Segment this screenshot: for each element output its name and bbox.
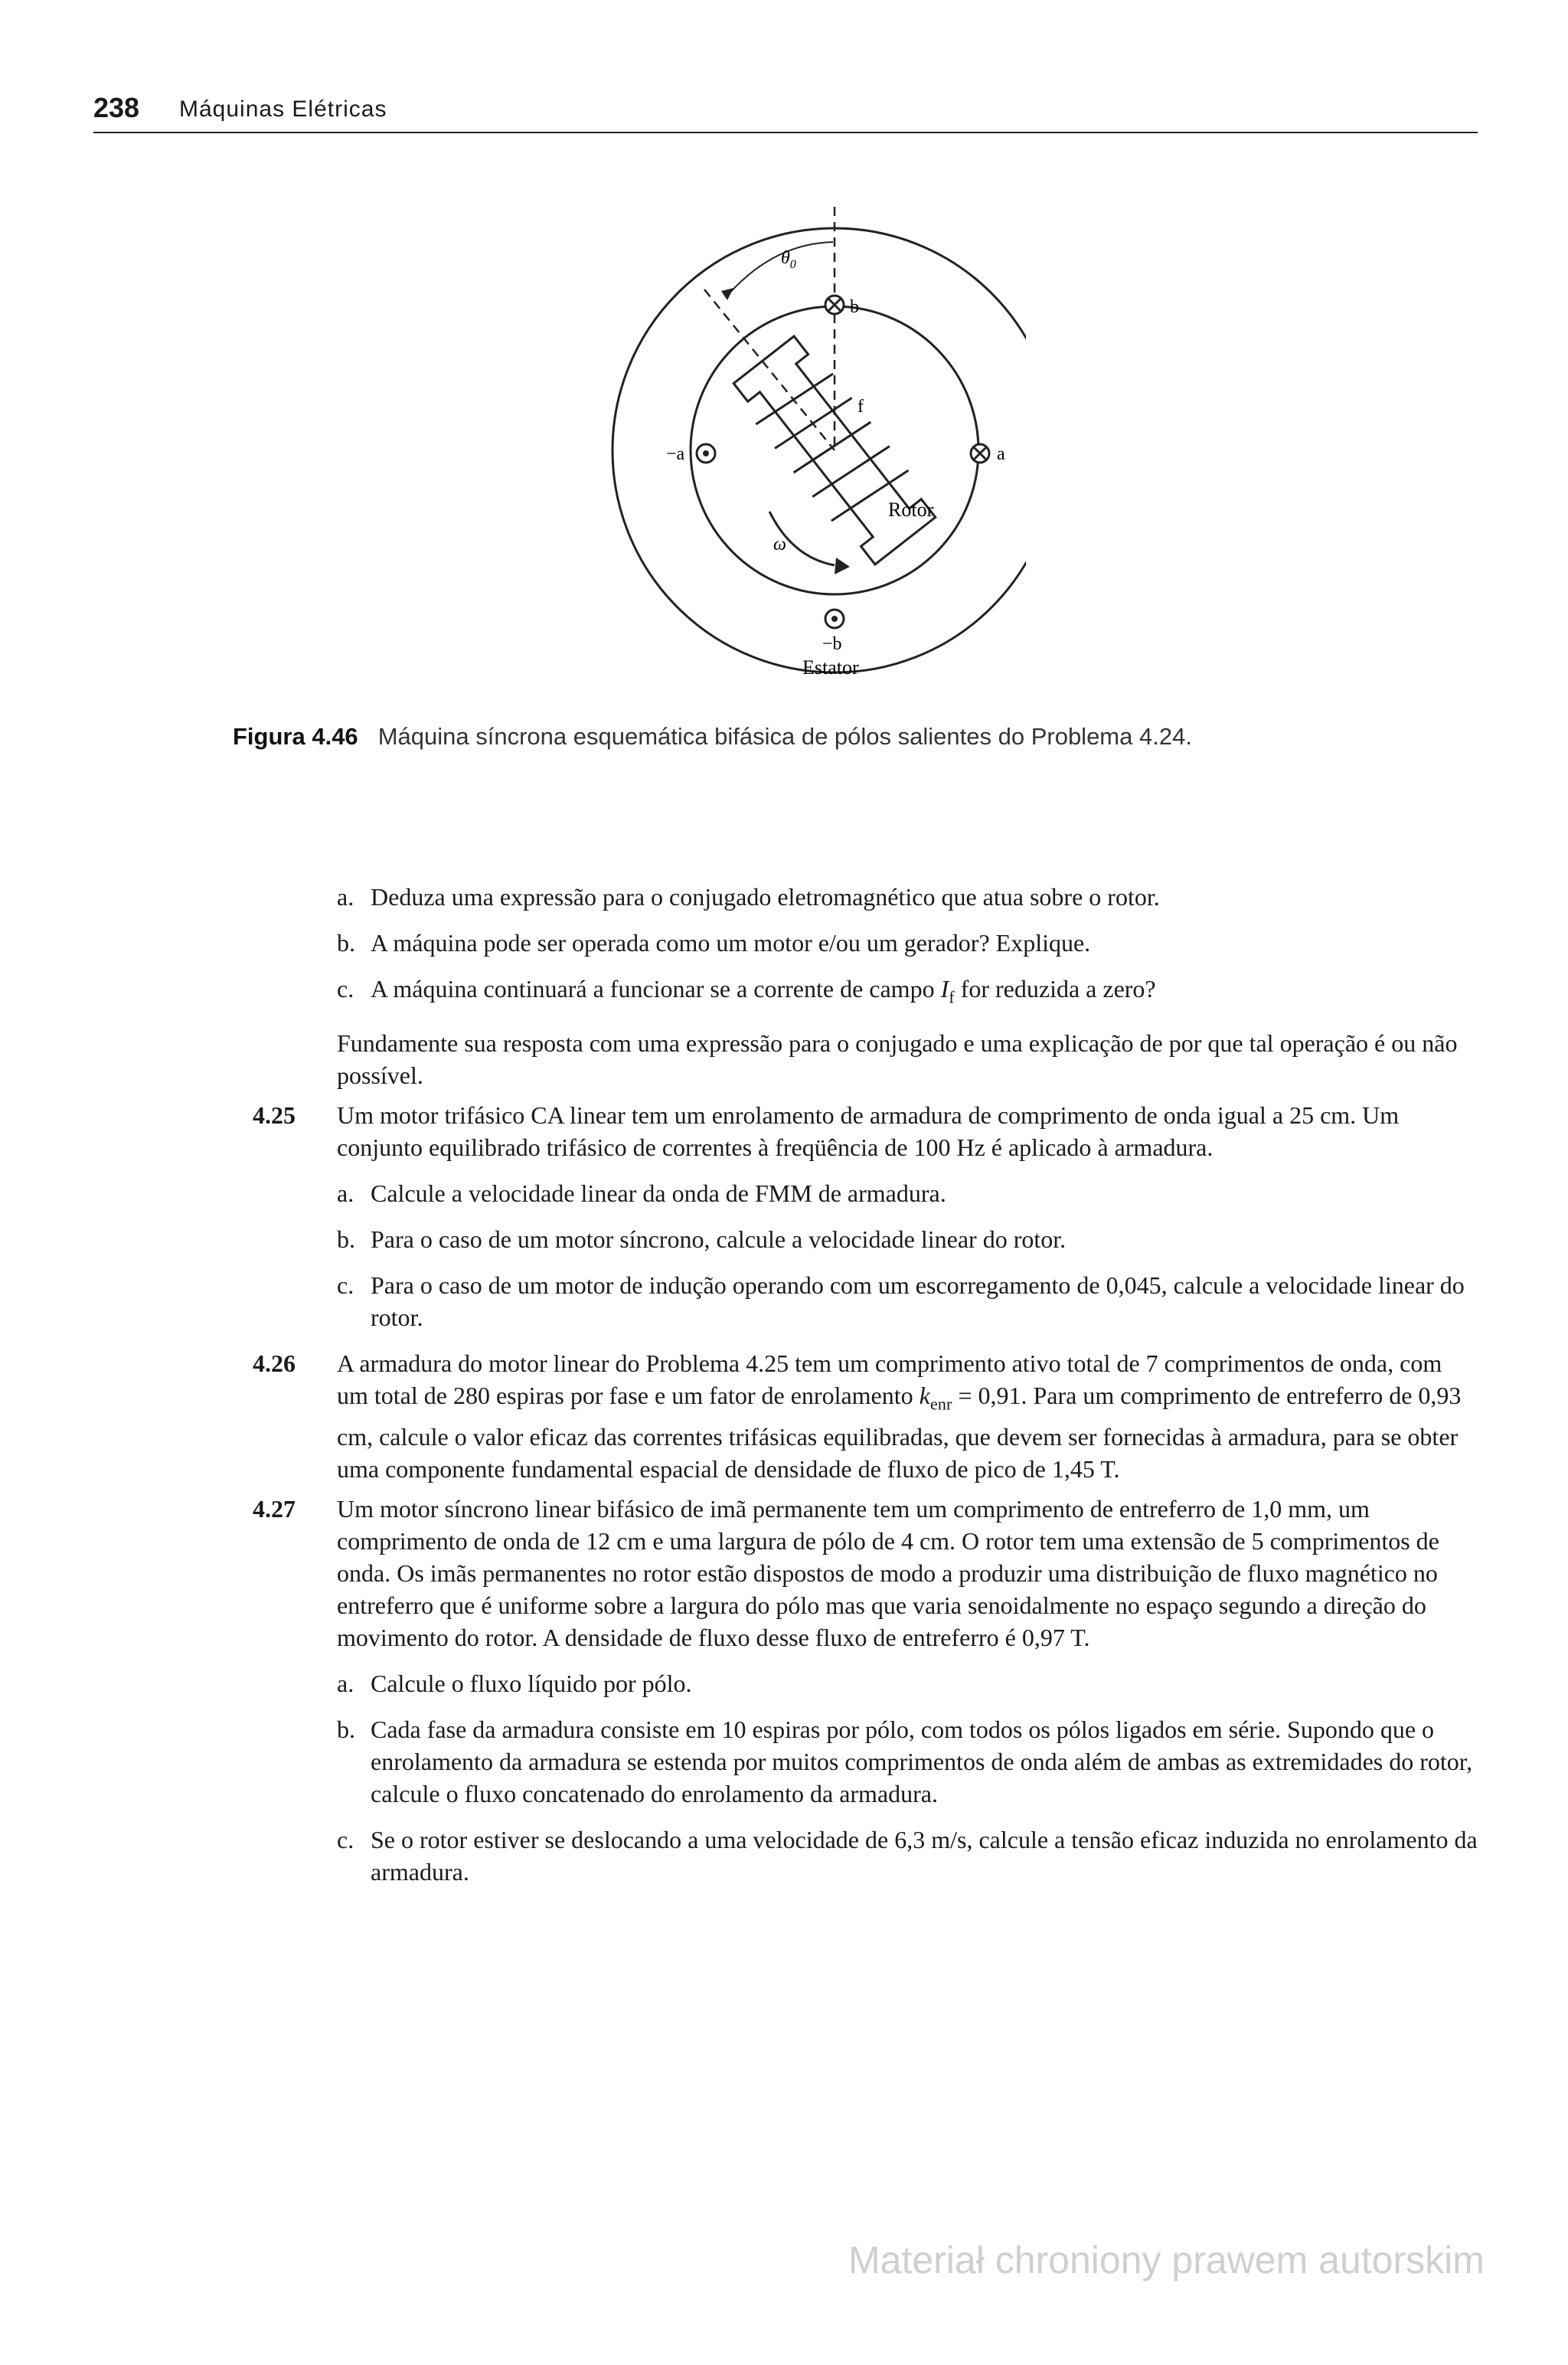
minus-b-label: −b: [822, 634, 842, 654]
omega-label: ω: [773, 535, 786, 554]
rotor-label: Rotor: [888, 499, 934, 521]
caption-text: Máquina síncrona esquemática bifásica de pólos salientes do Problema 4.24.: [377, 723, 1192, 750]
p424-c-continuation: Fundamente sua resposta com uma expressão para o conjugado e uma explicação de por que tal operação é ou não possível.: [337, 1029, 1458, 1090]
figure-caption: [233, 723, 1534, 751]
rotation-arrowhead: [835, 558, 850, 574]
p427-item-c: c. Se o rotor estiver se deslocando a uma velocidade de 6,3 m/s, calcule a tensão eficaz induzida no enrolamento da armadura.: [337, 1825, 1478, 1886]
p425-item-a: a. Calcule a velocidade linear da onda de FMM de armadura.: [337, 1179, 946, 1208]
rotor-axis: [704, 289, 835, 450]
winding-b-cross: [825, 296, 844, 314]
p425-item-b: b. Para o caso de um motor síncrono, calcule a velocidade linear do rotor.: [337, 1225, 1067, 1254]
p424-item-a: a. Deduza uma expressão para o conjugado eletromagnético que atua sobre o rotor.: [337, 883, 1160, 911]
running-title: Máquinas Elétricas: [179, 96, 387, 122]
theta-arc: [727, 242, 833, 296]
theta-arrowhead: [721, 288, 733, 300]
copyright-watermark: Materiał chroniony prawem autorskim: [848, 2239, 1485, 2282]
synchronous-machine-figure: [605, 198, 1026, 695]
problem-4-27: 4.27 Um motor síncrono linear bifásico de imã permanente tem um comprimento de entreferro de 1,0 mm, um comprimento de onda de 12 cm e uma largura de pólo de 4 cm. O rotor tem uma extensão de 5 comprimentos de onda. Os imãs permanentes no rotor estão dispostos de modo a produzir uma distribuição de fluxo magnético no entreferro que é uniforme sobre a largura do pólo mas que varia senoidalmente no espaço segundo a direção do movimento do rotor. A densidade de fluxo desse fluxo de entreferro é 0,97 T.: [253, 1494, 1439, 1651]
p427-item-b: b. Cada fase da armadura consiste em 10 espiras por pólo, com todos os pólos ligados em série. Supondo que o enrolamento da armadura se estenda por muitos comprimentos de onda além de ambas as extremidades do rotor, calcule o fluxo concatenado do enrolamento da armadura.: [337, 1715, 1473, 1807]
page-header: [93, 89, 1478, 133]
a-label: a: [997, 444, 1005, 464]
p427-item-a: a. Calcule o fluxo líquido por pólo.: [337, 1669, 692, 1697]
b-label: b: [850, 297, 859, 317]
winding-a-cross: [971, 444, 989, 463]
estator-label: Estator: [802, 656, 859, 679]
p424-item-c: c. A máquina continuará a funcionar se a corrente de campo $I_f$ for reduzida a zero?: [337, 975, 1156, 1007]
caption-label: Figura 4.46: [233, 723, 358, 750]
problem-4-25: 4.25 Um motor trifásico CA linear tem um enrolamento de armadura de comprimento de onda igual a 25 cm. Um conjunto equilibrado trifásico de correntes à freqüência de 100 Hz é aplicado à armadura.: [253, 1101, 1400, 1162]
winding-minus-b-dot: [825, 610, 844, 628]
theta-label: $\theta_0$: [781, 248, 796, 271]
page-number: 238: [93, 92, 140, 123]
winding-minus-a-dot: [697, 444, 715, 463]
problem-4-26: 4.26 A armadura do motor linear do Problema 4.25 tem um comprimento ativo total de 7 comprimentos de onda, com um total de 280 espiras por fase e um fator de enrolamento $k_{enr} = 0,91$. Para um comprimento de entreferro de 0,93 cm, calcule o valor eficaz das correntes trifásicas equilibradas, que devem ser fornecidas à armadura, para se obter uma componente fundamental espacial de densidade de fluxo de pico de 1,45 T.: [253, 1349, 1462, 1483]
minus-a-label: −a: [666, 444, 685, 464]
problem-text: [253, 881, 1478, 1888]
f-label: f: [858, 397, 864, 417]
p424-item-b: b. A máquina pode ser operada como um motor e/ou um gerador? Explique.: [337, 929, 1091, 957]
p425-item-c: c. Para o caso de um motor de indução operando com um escorregamento de 0,045, calcule a velocidade linear do rotor.: [337, 1271, 1465, 1332]
